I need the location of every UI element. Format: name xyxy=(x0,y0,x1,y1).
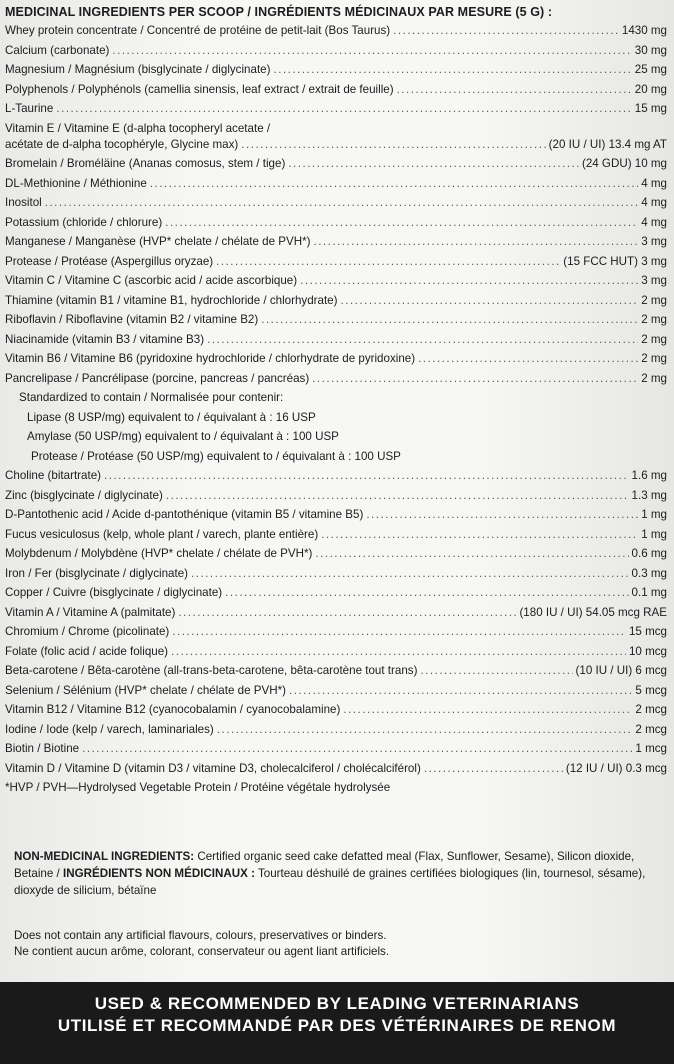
leader-dots xyxy=(112,44,631,58)
ingredient-name: Zinc (bisglycinate / diglycinate) xyxy=(5,488,163,502)
ingredient-row xyxy=(5,44,667,58)
nonmed-label-en: NON-MEDICINAL INGREDIENTS: xyxy=(14,850,195,863)
ingredient-name: D-Pantothenic acid / Acide d-pantothénique (vitamin B5 / vitamine B5) xyxy=(5,508,364,521)
ingredient-row xyxy=(5,83,667,97)
leader-dots xyxy=(225,586,628,600)
ingredient-amount: 15 mg xyxy=(634,102,667,115)
leader-dots xyxy=(393,24,619,38)
ingredient-row xyxy=(5,567,667,581)
ingredient-amount: 1430 mg xyxy=(621,24,667,37)
ingredient-name: Whey protein concentrate / Concentré de protéine de petit-lait (Bos Taurus) xyxy=(5,24,391,37)
ingredient-row xyxy=(5,528,667,542)
leader-dots xyxy=(313,235,638,249)
ingredient-amount: 20 mg xyxy=(634,82,667,96)
ingredient-row xyxy=(5,606,667,620)
ingredient-amount: 15 mcg xyxy=(628,625,667,638)
leader-dots xyxy=(217,723,633,737)
ingredient-amount: 4 mg xyxy=(641,215,667,229)
ingredient-name: Beta-carotene / Bêta-carotène (all-trans-beta-carotene, bêta-carotène tout trans) xyxy=(5,664,418,677)
ingredient-row xyxy=(5,177,667,191)
ingredient-name: Potassium (chloride / chlorure) xyxy=(5,215,163,229)
leader-dots xyxy=(166,489,629,503)
ingredient-name: Vitamin B12 / Vitamine B12 (cyanocobalamin / cyanocobalamine) xyxy=(5,703,341,716)
ingredient-amount: 1 mg xyxy=(641,527,667,541)
standardized-intro: Standardized to contain / Normalisée pour contenir: xyxy=(19,391,284,404)
hvp-footnote: *HVP / PVH—Hydrolysed Vegetable Protein / Protéine végétale hydrolysée xyxy=(5,781,391,794)
ingredient-name: Biotin / Biotine xyxy=(5,742,80,755)
leader-dots xyxy=(191,567,629,581)
ingredient-name: Iron / Fer (bisglycinate / diglycinate) xyxy=(5,566,188,580)
ingredient-name: Manganese / Manganèse (HVP* chelate / chélate de PVH*) xyxy=(5,235,311,248)
ingredient-amount: 1.3 mg xyxy=(631,488,667,502)
ingredient-amount: 0.6 mg xyxy=(631,547,667,560)
banner-line-en: USED & RECOMMENDED BY LEADING VETERINARIANS xyxy=(94,994,580,1013)
ingredient-name: acétate de d-alpha tocophéryle, Glycine max) xyxy=(5,137,239,151)
ingredient-name: Inositol xyxy=(5,196,42,209)
ingredient-row xyxy=(5,122,667,136)
ingredient-amount: 1.6 mg xyxy=(631,469,667,482)
ingredient-amount: (24 GDU) 10 mg xyxy=(581,157,667,170)
nonmed-label-fr: INGRÉDIENTS NON MÉDICINAUX : xyxy=(63,867,255,880)
banner-line-fr: UTILISÉ ET RECOMMANDÉ PAR DES VÉTÉRINAIRES DE RENOM xyxy=(57,1016,617,1035)
ingredient-row xyxy=(5,489,667,503)
ingredient-row xyxy=(5,645,667,659)
leader-dots xyxy=(216,255,560,269)
ingredient-name: Calcium (carbonate) xyxy=(5,43,110,57)
leader-dots xyxy=(261,313,638,327)
ingredient-name: Protease / Protéase (Aspergillus oryzae) xyxy=(5,254,214,268)
leader-dots xyxy=(424,762,563,776)
ingredient-amount: 5 mcg xyxy=(635,683,667,697)
nonmed-text-fr: Tourteau déshuilé de graines certifiées biologiques (lin, tournesol, sésame), dioxyde de silicium, bétaïne xyxy=(14,867,646,897)
leader-dots xyxy=(366,508,638,522)
ingredient-amount: 10 mcg xyxy=(628,644,667,658)
ingredient-name: Selenium / Sélénium (HVP* chelate / chélate de PVH*) xyxy=(5,683,286,697)
ingredient-name: Vitamin B6 / Vitamine B6 (pyridoxine hydrochloride / chlorhydrate de pyridoxine) xyxy=(5,352,416,365)
ingredient-amount: 3 mg xyxy=(641,235,667,248)
leader-dots xyxy=(274,63,632,77)
leader-dots xyxy=(178,606,516,620)
ingredient-amount: (15 FCC HUT) 3 mg xyxy=(563,254,667,268)
ingredient-amount: 3 mg xyxy=(641,274,667,287)
ingredient-name: Riboflavin / Riboflavine (vitamin B2 / vitamine B2) xyxy=(5,313,259,326)
ingredient-row xyxy=(5,196,667,210)
leader-dots xyxy=(171,645,626,659)
ingredient-amount: 25 mg xyxy=(634,63,667,76)
ingredient-row xyxy=(5,157,667,171)
standardized-protease: Protease / Protéase (50 USP/mg) equivalent to / équivalant à : 100 USP xyxy=(31,449,401,463)
leader-dots xyxy=(397,83,632,97)
leader-dots xyxy=(300,274,638,288)
ingredient-row xyxy=(5,664,667,678)
ingredient-name: Pancrelipase / Pancrélipase (porcine, pancreas / pancréas) xyxy=(5,371,310,385)
disclaimer xyxy=(14,928,664,960)
ingredient-name: Thiamine (vitamin B1 / vitamine B1, hydrochloride / chlorhydrate) xyxy=(5,293,338,307)
leader-dots xyxy=(273,122,664,136)
disclaimer-en: Does not contain any artificial flavours, colours, preservatives or binders. xyxy=(14,929,387,942)
ingredient-amount: 30 mg xyxy=(634,43,667,57)
ingredient-amount: 4 mg xyxy=(641,176,667,190)
ingredient-row xyxy=(5,762,667,776)
ingredient-row xyxy=(5,24,667,38)
ingredient-name: Iodine / Iode (kelp / varech, laminariales) xyxy=(5,722,214,736)
ingredient-amount: 2 mg xyxy=(641,332,667,346)
standardized-lipase: Lipase (8 USP/mg) equivalent to / équivalant à : 16 USP xyxy=(27,410,316,424)
leader-dots xyxy=(45,196,638,210)
leader-dots xyxy=(321,528,638,542)
ingredient-amount: 2 mg xyxy=(641,313,667,326)
ingredient-name: L-Taurine xyxy=(5,102,54,115)
ingredient-name: Folate (folic acid / acide folique) xyxy=(5,644,169,658)
ingredient-row xyxy=(5,742,667,756)
ingredient-row xyxy=(5,274,667,288)
leader-dots xyxy=(165,216,638,230)
ingredient-name: Magnesium / Magnésium (bisglycinate / diglycinate) xyxy=(5,63,271,76)
leader-dots xyxy=(343,703,632,717)
leader-dots xyxy=(104,469,629,483)
ingredient-name: Vitamin C / Vitamine C (ascorbic acid / acide ascorbique) xyxy=(5,274,298,287)
veterinarian-banner xyxy=(0,982,674,1064)
ingredient-amount: 2 mcg xyxy=(635,703,667,716)
ingredient-name: Bromelain / Broméläine (Ananas comosus, stem / tige) xyxy=(5,157,286,170)
leader-dots xyxy=(288,157,579,171)
ingredient-amount: (10 IU / UI) 6 mcg xyxy=(575,664,667,677)
ingredient-name: DL-Methionine / Méthionine xyxy=(5,176,147,190)
ingredient-amount: (180 IU / UI) 54.05 mcg RAE xyxy=(519,605,667,619)
ingredient-row xyxy=(5,372,667,386)
leader-dots xyxy=(418,352,638,366)
ingredient-row xyxy=(5,63,667,77)
ingredient-list xyxy=(5,24,667,795)
leader-dots xyxy=(420,664,572,678)
ingredient-amount: 1 mg xyxy=(641,508,667,521)
ingredient-row xyxy=(5,255,667,269)
nonmed-text-en: Certified organic seed cake defatted meal (Flax, Sunflower, Sesame), Silicon dioxide, Betaine / xyxy=(14,850,635,880)
ingredient-row xyxy=(5,333,667,347)
ingredient-name: Chromium / Chrome (picolinate) xyxy=(5,625,170,638)
ingredient-amount: 2 mg xyxy=(641,371,667,385)
leader-dots xyxy=(289,684,632,698)
ingredient-row xyxy=(5,313,667,327)
ingredient-row xyxy=(5,469,667,483)
disclaimer-fr: Ne contient aucun arôme, colorant, conservateur ou agent liant artificiels. xyxy=(14,945,390,958)
ingredient-name: Vitamin A / Vitamine A (palmitate) xyxy=(5,605,176,619)
leader-dots xyxy=(312,372,638,386)
ingredient-amount: (20 IU / UI) 13.4 mg AT xyxy=(548,137,667,151)
ingredient-row xyxy=(5,352,667,366)
standardized-amylase: Amylase (50 USP/mg) equivalent to / équivalant à : 100 USP xyxy=(27,430,339,443)
ingredient-row xyxy=(5,102,667,116)
ingredient-name: Choline (bitartrate) xyxy=(5,469,102,482)
ingredient-row xyxy=(5,235,667,249)
ingredient-row xyxy=(5,294,667,308)
ingredient-name: Fucus vesiculosus (kelp, whole plant / varech, plante entière) xyxy=(5,527,319,541)
leader-dots xyxy=(172,625,626,639)
ingredient-amount: (12 IU / UI) 0.3 mcg xyxy=(565,761,667,775)
ingredient-amount: 0.3 mg xyxy=(631,566,667,580)
ingredient-name: Vitamin D / Vitamine D (vitamin D3 / vitamine D3, cholecalciferol / cholécalciférol) xyxy=(5,761,421,775)
ingredient-amount: 0.1 mg xyxy=(631,586,667,599)
ingredient-row xyxy=(5,138,667,152)
ingredient-amount: 1 mcg xyxy=(635,742,667,755)
ingredient-name: Molybdenum / Molybdène (HVP* chelate / chélate de PVH*) xyxy=(5,547,313,560)
leader-dots xyxy=(150,177,638,191)
ingredient-row xyxy=(5,703,667,717)
ingredient-amount: 4 mg xyxy=(641,196,667,209)
ingredient-name: Polyphenols / Polyphénols (camellia sinensis, leaf extract / extrait de feuille) xyxy=(5,82,394,96)
leader-dots xyxy=(315,547,628,561)
medicinal-ingredients-heading: MEDICINAL INGREDIENTS PER SCOOP / INGRÉDIENTS MÉDICINAUX PAR MESURE (5 G) : xyxy=(5,5,553,19)
ingredient-row xyxy=(5,723,667,737)
ingredient-row xyxy=(5,684,667,698)
ingredient-name: Copper / Cuivre (bisglycinate / diglycinate) xyxy=(5,586,223,599)
ingredient-amount: 2 mg xyxy=(641,293,667,307)
leader-dots xyxy=(56,102,631,116)
leader-dots xyxy=(207,333,638,347)
ingredient-row xyxy=(5,508,667,522)
non-medicinal-ingredients xyxy=(14,848,664,899)
ingredient-row xyxy=(5,586,667,600)
ingredient-row xyxy=(5,547,667,561)
leader-dots xyxy=(241,138,545,152)
ingredient-name: Niacinamide (vitamin B3 / vitamine B3) xyxy=(5,332,205,346)
ingredient-row xyxy=(5,625,667,639)
ingredient-amount: 2 mcg xyxy=(635,722,667,736)
ingredient-row xyxy=(5,216,667,230)
leader-dots xyxy=(341,294,639,308)
ingredient-name: Vitamin E / Vitamine E (d-alpha tocopheryl acetate / xyxy=(5,121,271,135)
leader-dots xyxy=(82,742,632,756)
ingredient-amount: 2 mg xyxy=(641,352,667,365)
